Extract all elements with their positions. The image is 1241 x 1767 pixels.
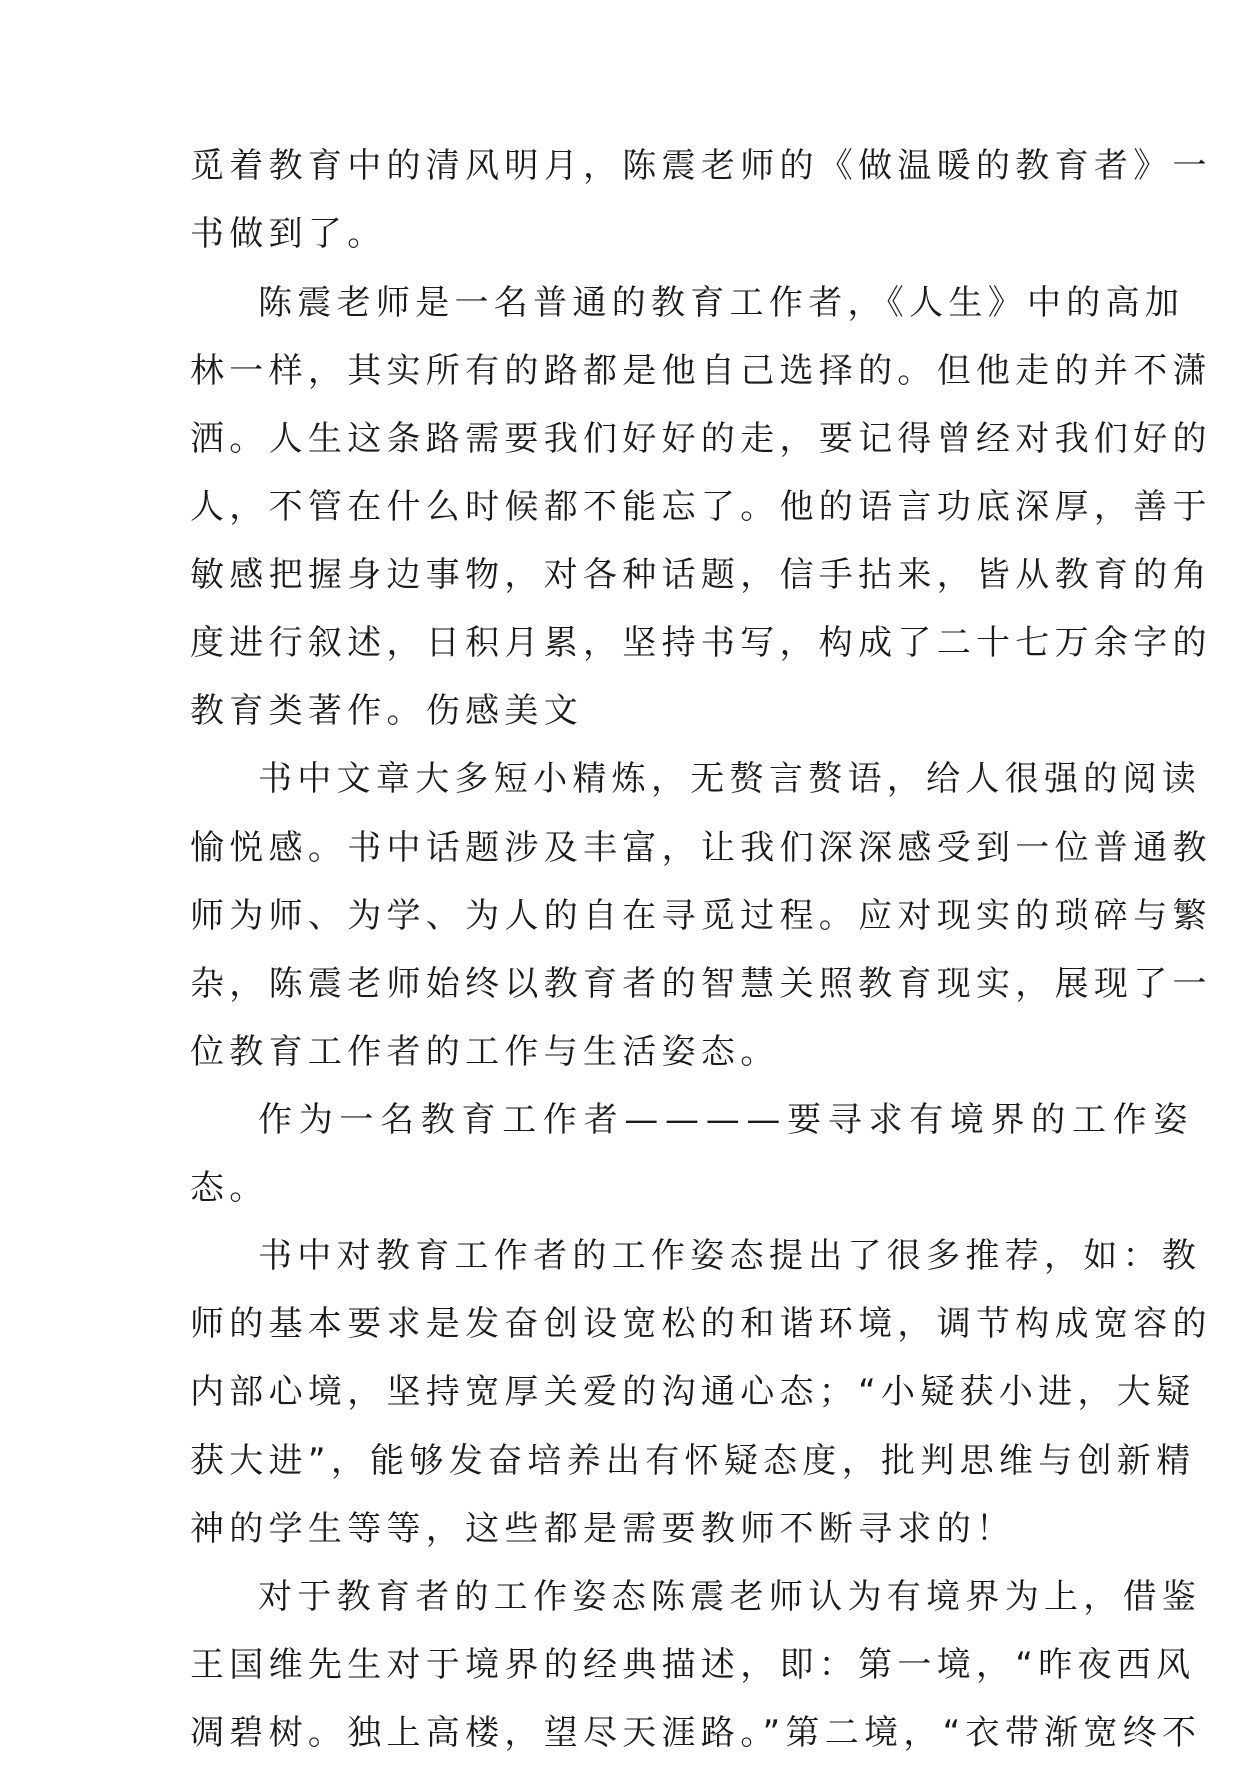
text-line: 位教育工作者的工作与生活姿态。	[190, 1032, 780, 1072]
text-line: 师的基本要求是发奋创设宽松的和谐环境，调节构成宽容的	[190, 1304, 1212, 1344]
text-line: 凋碧树。独上高楼，望尽天涯路。”第二境，“衣带渐宽终不	[190, 1713, 1202, 1753]
text-line: 内部心境，坚持宽厚关爱的沟通心态；“小疑获小进，大疑	[190, 1372, 1196, 1412]
text-line: 王国维先生对于境界的经典描述，即：第一境，“昨夜西风	[190, 1645, 1196, 1685]
paragraph-start-line: 陈震老师是一名普通的教育工作者，《人生》中的高加	[258, 283, 1185, 323]
text-line: 林一样，其实所有的路都是他自己选择的。但他走的并不潇	[190, 351, 1212, 391]
text-line: 敏感把握身边事物，对各种话题，信手拈来，皆从教育的角	[190, 555, 1212, 595]
paragraph-start-line: 作为一名教育工作者————要寻求有境界的工作姿	[258, 1100, 1195, 1140]
text-line: 愉悦感。书中话题涉及丰富，让我们深深感受到一位普通教	[190, 828, 1212, 868]
text-line: 度进行叙述，日积月累，坚持书写，构成了二十七万余字的	[190, 623, 1212, 663]
text-line: 觅着教育中的清风明月，陈震老师的《做温暖的教育者》一	[190, 146, 1212, 186]
text-line: 人，不管在什么时候都不能忘了。他的语言功底深厚，善于	[190, 487, 1212, 527]
text-line: 洒。人生这条路需要我们好好的走，要记得曾经对我们好的	[190, 419, 1212, 459]
text-line: 神的学生等等，这些都是需要教师不断寻求的！	[190, 1509, 1016, 1549]
text-line: 教育类著作。伤感美文	[190, 691, 583, 731]
paragraph-start-line: 书中对教育工作者的工作姿态提出了很多推荐，如：教	[258, 1236, 1202, 1276]
text-line: 态。	[190, 1168, 269, 1208]
paragraph-start-line: 书中文章大多短小精炼，无赘言赘语，给人很强的阅读	[258, 759, 1202, 799]
text-line: 杂，陈震老师始终以教育者的智慧关照教育现实，展现了一	[190, 964, 1212, 1004]
text-line: 书做到了。	[190, 214, 387, 254]
paragraph-start-line: 对于教育者的工作姿态陈震老师认为有境界为上，借鉴	[258, 1577, 1202, 1617]
text-line: 获大进”，能够发奋培养出有怀疑态度，批判思维与创新精	[190, 1441, 1196, 1481]
text-line: 师为师、为学、为人的自在寻觅过程。应对现实的琐碎与繁	[190, 896, 1212, 936]
